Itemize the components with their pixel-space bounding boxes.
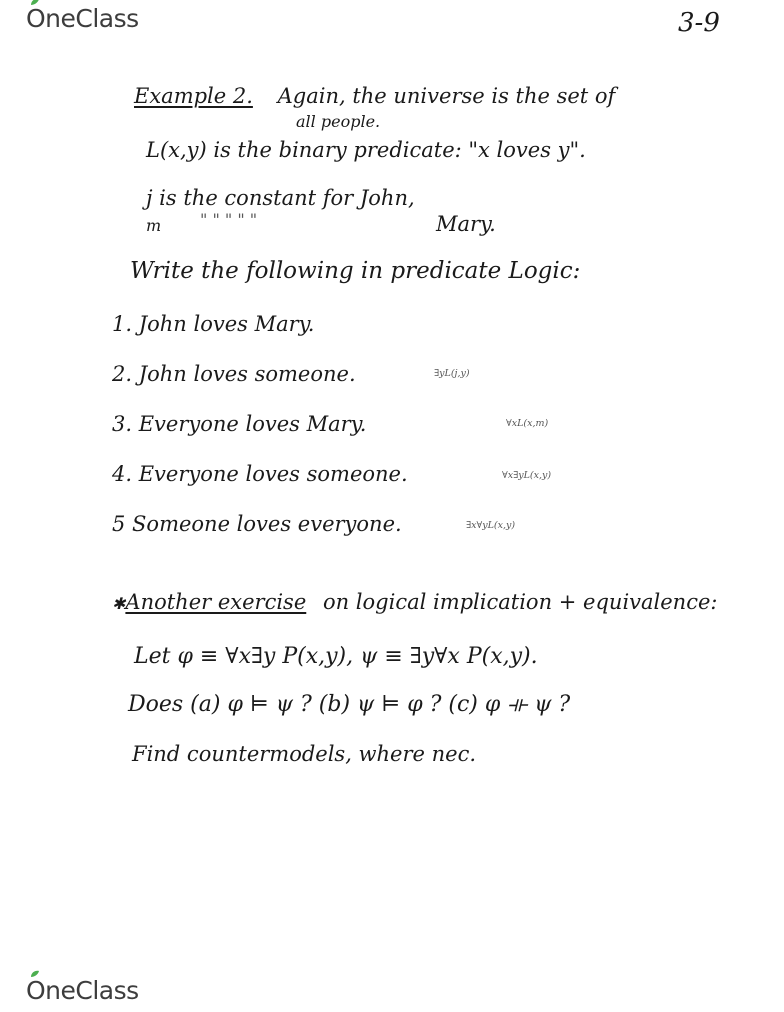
find-line: Find countermodels, where nec. [132, 742, 477, 766]
constant-m-ditto: " " " " " [200, 210, 258, 229]
item-4-annotation: ∀x∃yL(x,y) [502, 470, 552, 481]
oneclass-logo-top [26, 4, 139, 33]
logo-text: OneClass [26, 976, 139, 1005]
item-2-annotation: ∃yL(j,y) [434, 368, 470, 379]
list-item-4: 4. Everyone loves someone. [112, 462, 408, 486]
list-item-1: 1. John loves Mary. [112, 312, 315, 336]
example-heading-line [134, 84, 615, 108]
leaf-icon [30, 0, 40, 6]
let-line: Let φ ≡ ∀x∃y P(x,y), ψ ≡ ∃y∀x P(x,y). [134, 644, 538, 669]
item-5-annotation: ∃x∀yL(x,y) [466, 520, 516, 531]
constant-m-value: Mary. [436, 212, 496, 236]
predicate-line: L(x,y) is the binary predicate: "x loves y". [146, 138, 586, 162]
star-bullet-icon: ✱ [112, 594, 126, 613]
constant-j-line: j is the constant for John, [146, 186, 415, 210]
instruction-line: Write the following in predicate Logic: [130, 258, 581, 284]
exercise-heading-line [112, 590, 717, 614]
does-line: Does (a) φ ⊨ ψ ? (b) ψ ⊨ φ ? (c) φ ⟛ ψ ? [128, 692, 571, 717]
logo-text: OneClass [26, 4, 139, 33]
oneclass-logo-bottom [26, 976, 139, 1005]
example-heading: Example 2. [134, 84, 253, 108]
page-number: 3-9 [678, 8, 720, 38]
list-item-5: 5 Someone loves everyone. [112, 512, 402, 536]
exercise-heading: Another exercise [125, 590, 307, 614]
constant-m-prefix: m [146, 216, 162, 235]
item-3-annotation: ∀xL(x,m) [506, 418, 549, 429]
exercise-heading-rest: on logical implication + equivalence: [322, 590, 718, 614]
leaf-icon [30, 970, 40, 978]
list-item-2: 2. John loves someone. [112, 362, 356, 386]
intro-line-2: all people. [296, 112, 381, 131]
intro-line-1: Again, the universe is the set of [277, 84, 616, 108]
list-item-3: 3. Everyone loves Mary. [112, 412, 367, 436]
